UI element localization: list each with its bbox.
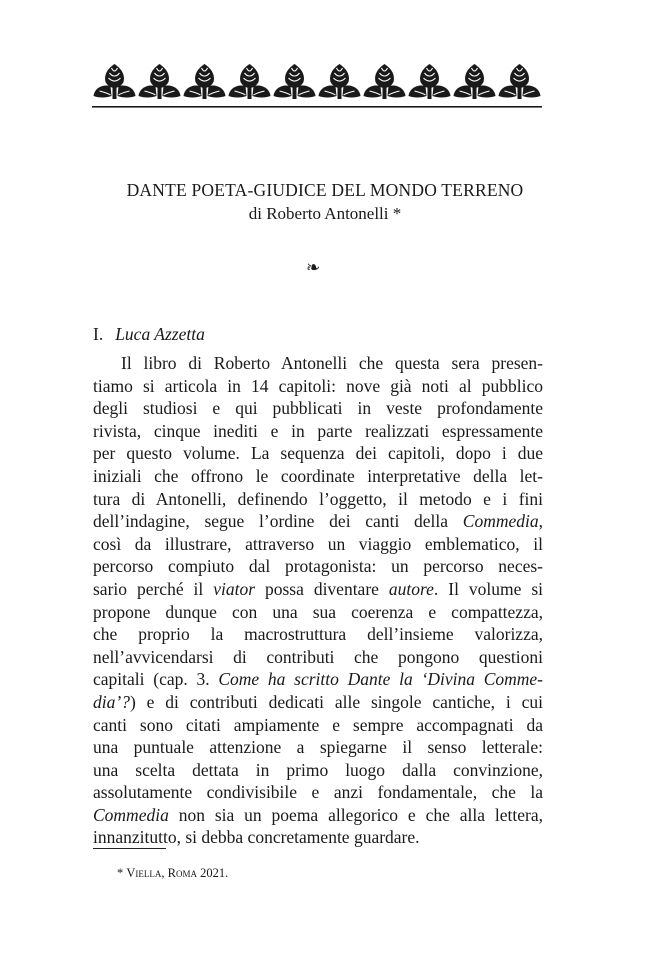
text-line (93, 510, 543, 533)
text-line (93, 691, 543, 714)
text-line (93, 555, 543, 578)
text-run: tiamo si articola in 14 capitoli: nove già noti al pubblico (93, 375, 543, 396)
section-author: Luca Azzetta (115, 324, 205, 344)
italic-text: dia’? (93, 691, 130, 712)
text-line (93, 714, 543, 737)
stylized-flower-icon (94, 64, 136, 99)
footnote-reference-mark: * (388, 204, 402, 223)
stylized-flower-icon (364, 64, 406, 99)
text-line (93, 804, 543, 827)
text-line (93, 442, 543, 465)
text-line (93, 375, 543, 398)
text-run: capitali (cap. 3. (93, 669, 219, 690)
text-line (93, 736, 543, 759)
italic-text: autore (388, 578, 434, 599)
text-line (93, 578, 543, 601)
stylized-flower-icon (319, 64, 361, 99)
text-line (93, 601, 543, 624)
section-number: I. (93, 324, 104, 344)
text-line (93, 759, 543, 782)
ornament-row (92, 58, 542, 110)
text-run: possa diventare (255, 578, 389, 599)
footnote-mark: * (117, 866, 124, 880)
header-ornament-band (92, 58, 542, 110)
article-title: DANTE POETA-GIUDICE DEL MONDO TERRENO (126, 180, 524, 200)
stylized-flower-icon (454, 64, 496, 99)
stylized-flower-icon (184, 64, 226, 99)
italic-text: Commedia (462, 511, 539, 532)
text-run: una scelta dettata in primo luogo dalla convinzione, (93, 759, 543, 780)
text-run: propone dunque con una sua coerenza e compattezza, (93, 601, 543, 622)
text-run: non sia un poema allegorico e che alla lettera, (168, 804, 543, 825)
stylized-flower-icon (409, 64, 451, 99)
body-paragraph (93, 352, 543, 849)
footnote (117, 866, 228, 881)
text-run: iniziali che offrono le coordinate interpretative della let- (93, 465, 543, 486)
text-run: nell’avvicendarsi di contributi che pongono questioni (93, 646, 543, 667)
italic-text: Come ha scritto Dante la ‘Divina Comme- (218, 669, 543, 690)
text-run: così da illustrare, attraverso un viaggio emblematico, il (93, 533, 543, 554)
text-line (93, 668, 543, 691)
header-rule (92, 106, 542, 108)
text-line (93, 420, 543, 443)
text-run: canti sono citati ampiamente e sempre accompagnati da (93, 714, 543, 735)
text-line (93, 397, 543, 420)
italic-text: Commedia (93, 804, 169, 825)
text-run: che proprio la macrostruttura dell’insieme valorizza, (93, 624, 543, 645)
text-run: percorso compiuto dal protagonista: un percorso neces- (93, 556, 543, 577)
text-run: , (538, 511, 543, 532)
text-run: tura di Antonelli, definendo l’oggetto, il metodo e i fini (93, 488, 543, 509)
stylized-flower-icon (139, 64, 181, 99)
text-run: ) e di contributi dedicati alle singole cantiche, i cui (129, 691, 543, 712)
text-run: assolutamente condivisibile e anzi fondamentale, che la (93, 782, 543, 803)
text-line (93, 826, 543, 849)
text-run: sario perché il (93, 578, 214, 599)
byline-text: di Roberto Antonelli (248, 204, 389, 223)
footnote-divider (93, 848, 166, 849)
footnote-text: Viella, Roma 2021. (126, 866, 229, 880)
text-run: per questo volume. La sequenza dei capitoli, dopo i due (93, 443, 543, 464)
text-run: rivista, cinque inediti e in parte realizzati espressamente (93, 420, 543, 441)
fleuron-icon: ❧ (306, 258, 321, 277)
text-run: innanzitutto, si debba concretamente guardare. (93, 827, 420, 848)
italic-text: viator (213, 578, 256, 599)
text-line (93, 533, 543, 556)
text-run: una puntuale attenzione a spiegarne il senso letterale: (93, 737, 543, 758)
article-byline (0, 204, 650, 224)
text-line (93, 623, 543, 646)
text-run: Il libro di Roberto Antonelli che questa sera presen- (121, 353, 543, 373)
text-run: . Il volume si (433, 578, 543, 599)
text-line (93, 488, 543, 511)
text-line (93, 646, 543, 669)
text-run: degli studiosi e qui pubblicati in veste profondamente (93, 398, 543, 419)
section-heading (93, 324, 205, 345)
stylized-flower-icon (499, 64, 541, 99)
text-line (93, 352, 543, 375)
stylized-flower-icon (274, 64, 316, 99)
text-run: dell’indagine, segue l’ordine dei canti della (93, 511, 463, 532)
text-line (93, 781, 543, 804)
stylized-flower-icon (229, 64, 271, 99)
text-line (93, 465, 543, 488)
